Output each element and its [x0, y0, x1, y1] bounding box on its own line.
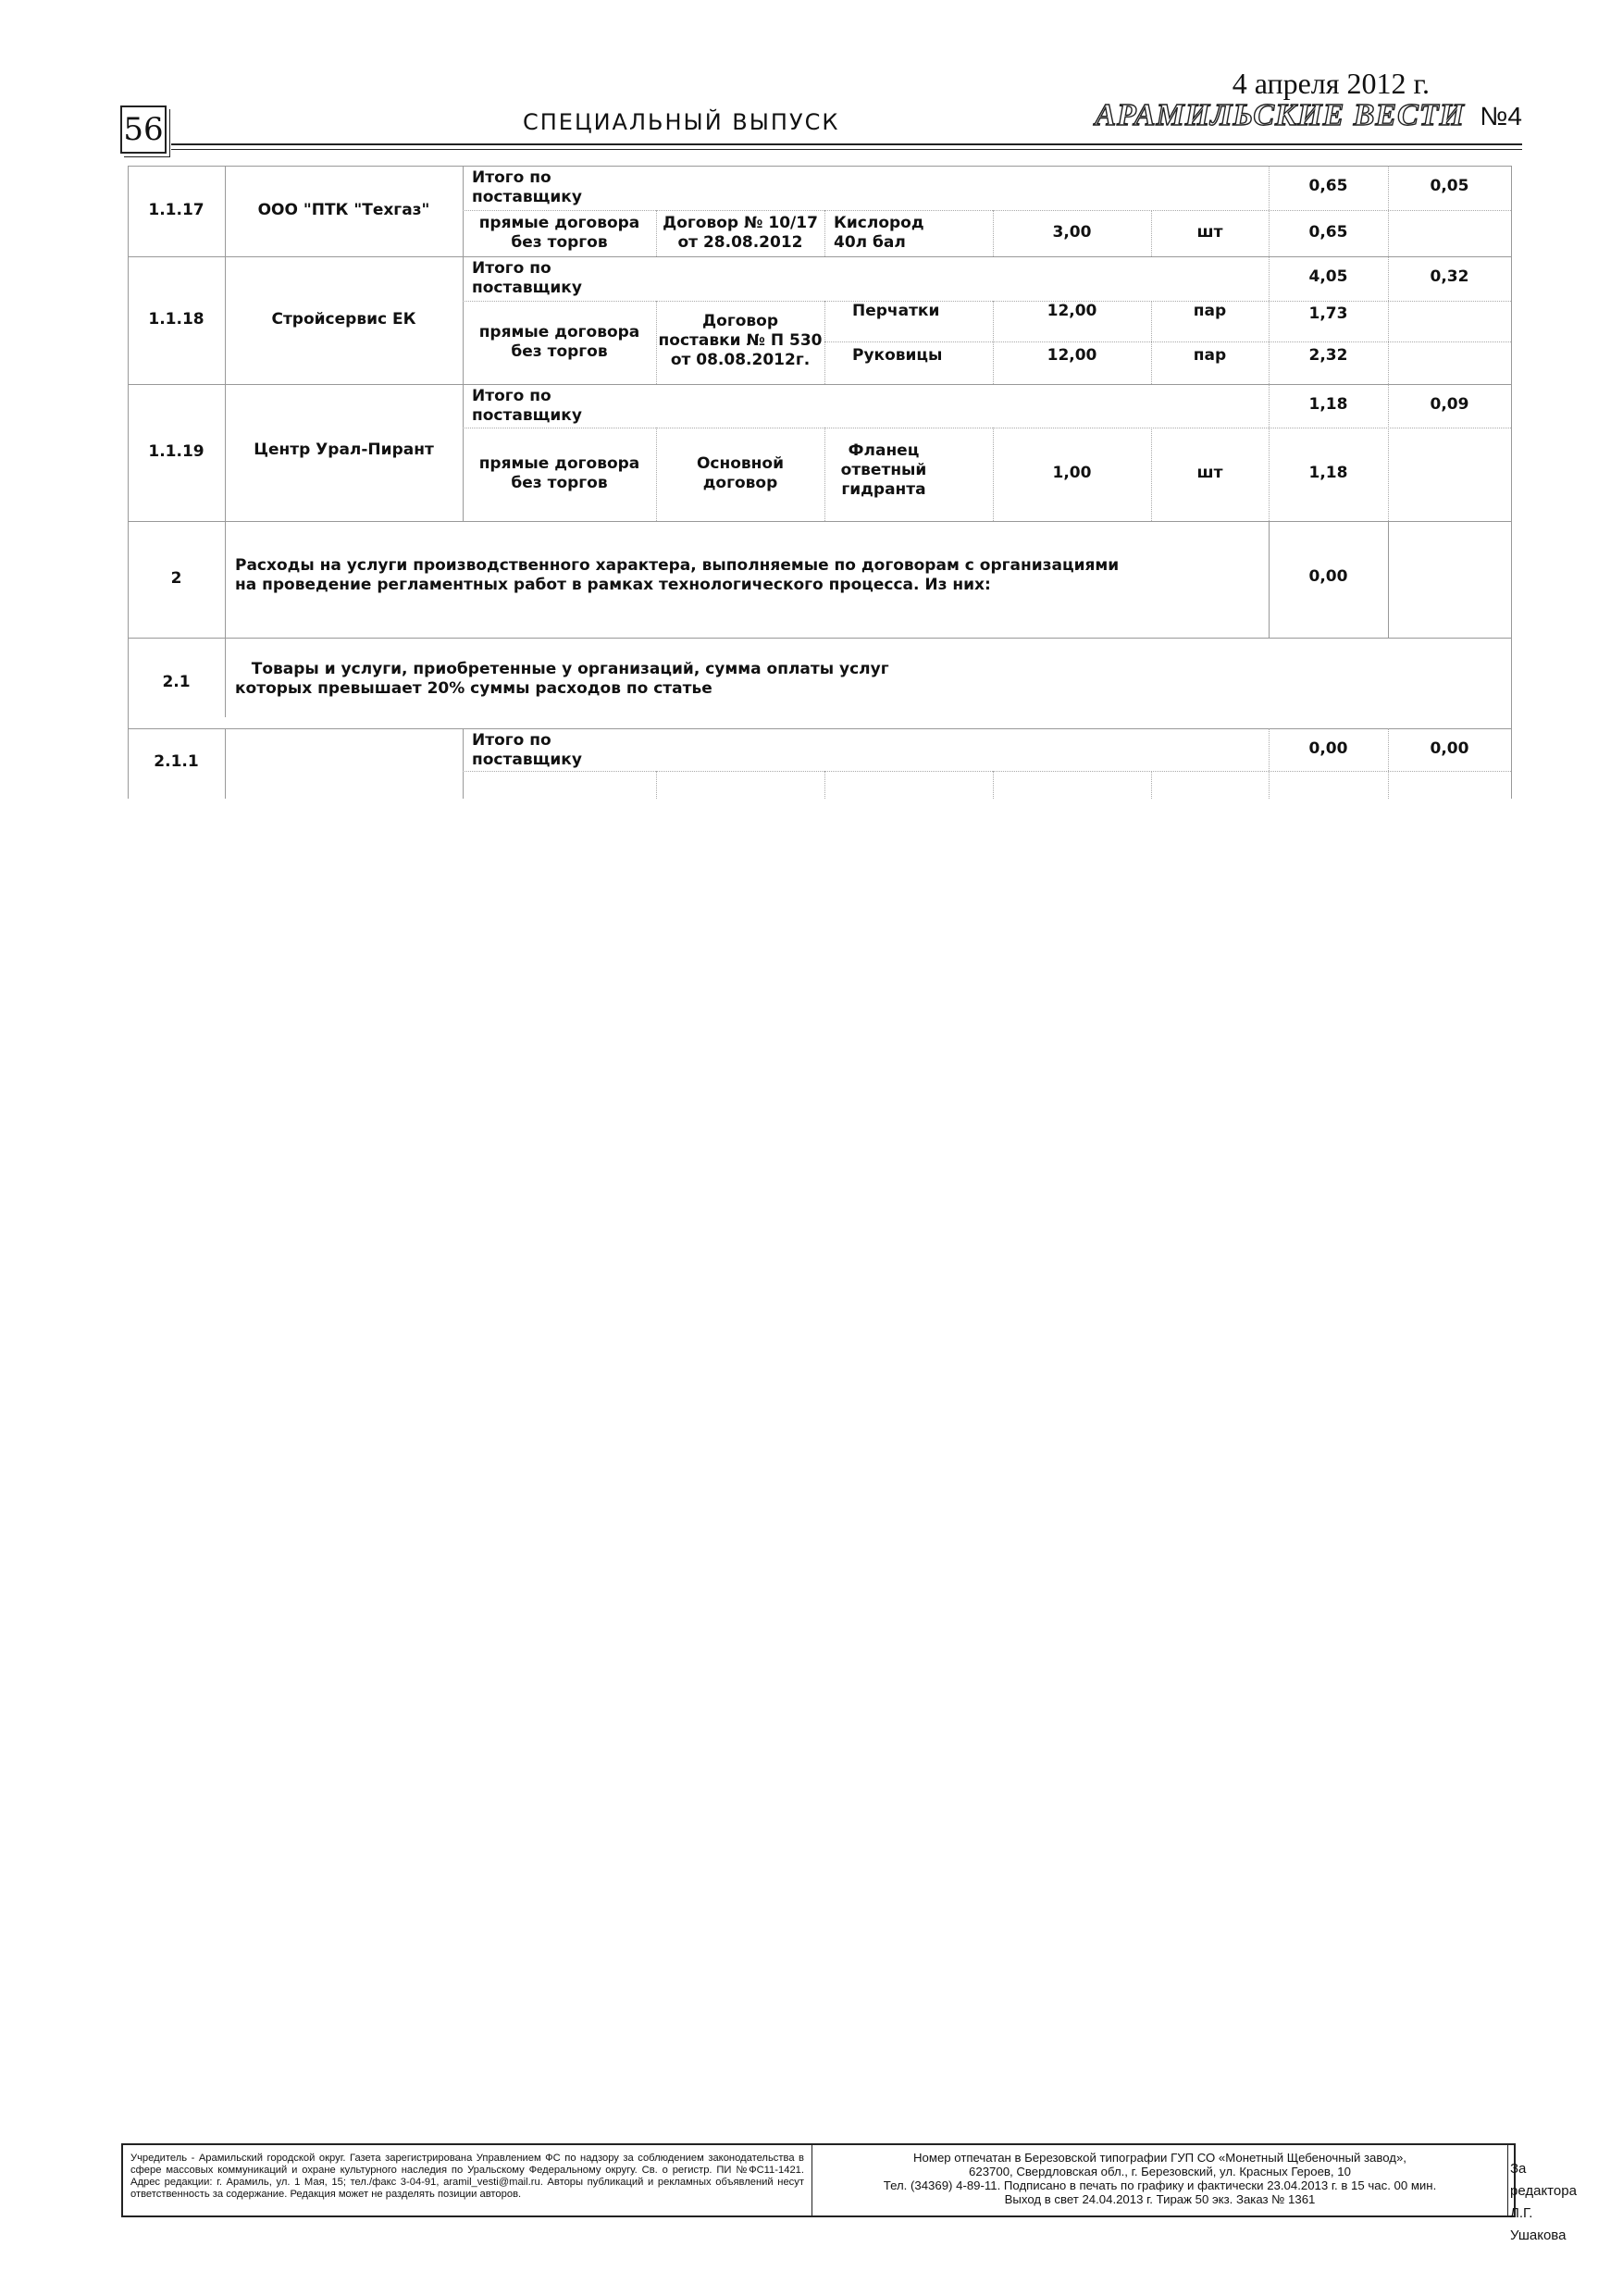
- col-dotted: [824, 771, 825, 799]
- item-amount: 1,18: [1308, 464, 1348, 482]
- total-share: 0,09: [1430, 395, 1469, 414]
- page-header: [120, 65, 1522, 157]
- unit: шт: [1196, 223, 1223, 242]
- issue-number: №4: [1480, 102, 1522, 130]
- purchase-method: прямые договора без торгов: [478, 214, 640, 252]
- subrow-line: [463, 210, 1511, 211]
- issue-date: 4 апреля 2012 г.: [1232, 67, 1430, 100]
- row-number: 1.1.18: [148, 310, 204, 329]
- item-name: Фланец ответный гидранта: [840, 441, 927, 499]
- total-share: 0,32: [1430, 267, 1469, 286]
- row-number: 2.1.1: [154, 752, 199, 771]
- subrow-line: [463, 771, 1511, 772]
- col-dotted: [656, 771, 657, 799]
- subrow-line: [824, 341, 1511, 342]
- quantity: 12,00: [1047, 302, 1097, 320]
- quantity: 3,00: [1052, 223, 1092, 242]
- subcategory-description: Товары и услуги, приобретенные у организаций, сумма оплаты услуг которых превышает 20% суммы расходов по статье: [235, 660, 889, 698]
- section-title: СПЕЦИАЛЬНЫЙ ВЫПУСК: [523, 109, 840, 135]
- category-description: Расходы на услуги производственного характера, выполняемые по договорам с организациями на проведение регламентных работ в рамках технологического процесса. Из них:: [235, 556, 1120, 594]
- unit: пар: [1193, 346, 1227, 365]
- col-dotted: [824, 301, 825, 384]
- item-name: Кислород 40л бал: [834, 214, 924, 252]
- supplier-total-label: Итого по поставщику: [472, 259, 582, 297]
- col-divider: [463, 728, 464, 799]
- expenses-table: [128, 166, 1511, 799]
- contract: Основной договор: [696, 454, 785, 492]
- supplier-name: ООО "ПТК "Техгаз": [257, 201, 430, 219]
- row-separator: [128, 256, 1511, 257]
- row-separator: [128, 728, 1511, 729]
- total-share: 0,05: [1430, 177, 1469, 195]
- row-separator: [128, 638, 1511, 639]
- contract: Договор поставки № П 530 от 08.08.2012г.: [658, 312, 823, 369]
- contract: Договор № 10/17 от 28.08.2012: [663, 214, 818, 252]
- total-amount: 1,18: [1308, 395, 1348, 414]
- supplier-total-label: Итого по поставщику: [472, 731, 582, 769]
- supplier-name: Стройсервис ЕК: [271, 310, 416, 329]
- supplier-name: Центр Урал-Пирант: [254, 441, 434, 459]
- header-rule: [171, 143, 1522, 145]
- item-name: Перчатки: [852, 302, 940, 320]
- editor-name: Л.Г. Ушакова: [1510, 2205, 1567, 2243]
- quantity: 1,00: [1052, 464, 1092, 482]
- item-amount: 1,73: [1308, 304, 1348, 323]
- unit: шт: [1196, 464, 1223, 482]
- subrow-line: [463, 301, 1511, 302]
- row-separator: [128, 521, 1511, 522]
- editor-label: За редактора: [1510, 2161, 1577, 2199]
- total-share: 0,00: [1430, 739, 1469, 758]
- col-dotted: [1151, 771, 1152, 799]
- row-number: 2.1: [162, 673, 191, 691]
- printing-info: Номер отпечатан в Березовской типографии ГУП СО «Монетный Щебеночный завод», 623700, Свердловская обл., г. Березовский, ул. Красных Героев, 10 Тел. (34369) 4-89-11. Подписано в печать по графику и фактически 23.04.2013 г. в 15 час. 00 мин. Выход в свет 24.04.2013 г. Тираж 50 экз. Заказ № 1361: [812, 2145, 1508, 2215]
- col-divider: [1388, 521, 1389, 638]
- page-number: 56: [120, 105, 167, 154]
- row-number: 2: [170, 569, 182, 588]
- total-amount: 4,05: [1308, 267, 1348, 286]
- header-rule-thin: [171, 149, 1522, 150]
- row-number: 1.1.19: [148, 442, 204, 461]
- imprint-footer: [121, 2143, 1577, 2243]
- unit: пар: [1193, 302, 1227, 320]
- newspaper-title: АРАМИЛЬСКИЕ ВЕСТИ: [1095, 98, 1465, 132]
- col-dotted: [993, 771, 994, 799]
- supplier-total-label: Итого по поставщику: [472, 168, 582, 206]
- table-border-top: [128, 166, 1511, 167]
- item-amount: 0,65: [1308, 223, 1348, 242]
- editor-block: [1508, 2145, 1577, 2243]
- category-amount: 0,00: [1308, 567, 1348, 586]
- row-number: 1.1.17: [148, 201, 204, 219]
- founder-info: Учредитель - Арамильский городской округ. Газета зарегистрирована Управлением ФС по надзору за соблюдением законодательства в сфере массовых коммуникаций и охране культурного наследия по Уральскому Федеральному округу. Св. о регистр. ПИ №ФС11-1421. Адрес редакции: г. Арамиль, ул. 1 Мая, 15; тел./факс 3-04-91, aramil_vesti@mail.ru. Авторы публикаций и рекламных объявлений несут ответственность за содержание. Редакция может не разделять позиции авторов.: [123, 2145, 812, 2215]
- total-amount: 0,00: [1308, 739, 1348, 758]
- purchase-method: прямые договора без торгов: [478, 323, 640, 361]
- purchase-method: прямые договора без торгов: [478, 454, 640, 492]
- row-separator: [128, 384, 1511, 385]
- total-amount: 0,65: [1308, 177, 1348, 195]
- quantity: 12,00: [1047, 346, 1097, 365]
- supplier-total-label: Итого по поставщику: [472, 387, 582, 425]
- col-divider: [225, 728, 226, 799]
- col-dotted: [824, 210, 825, 256]
- table-border-right: [1511, 166, 1512, 799]
- item-name: Руковицы: [852, 346, 943, 365]
- table-border-left: [128, 166, 129, 799]
- item-amount: 2,32: [1308, 346, 1348, 365]
